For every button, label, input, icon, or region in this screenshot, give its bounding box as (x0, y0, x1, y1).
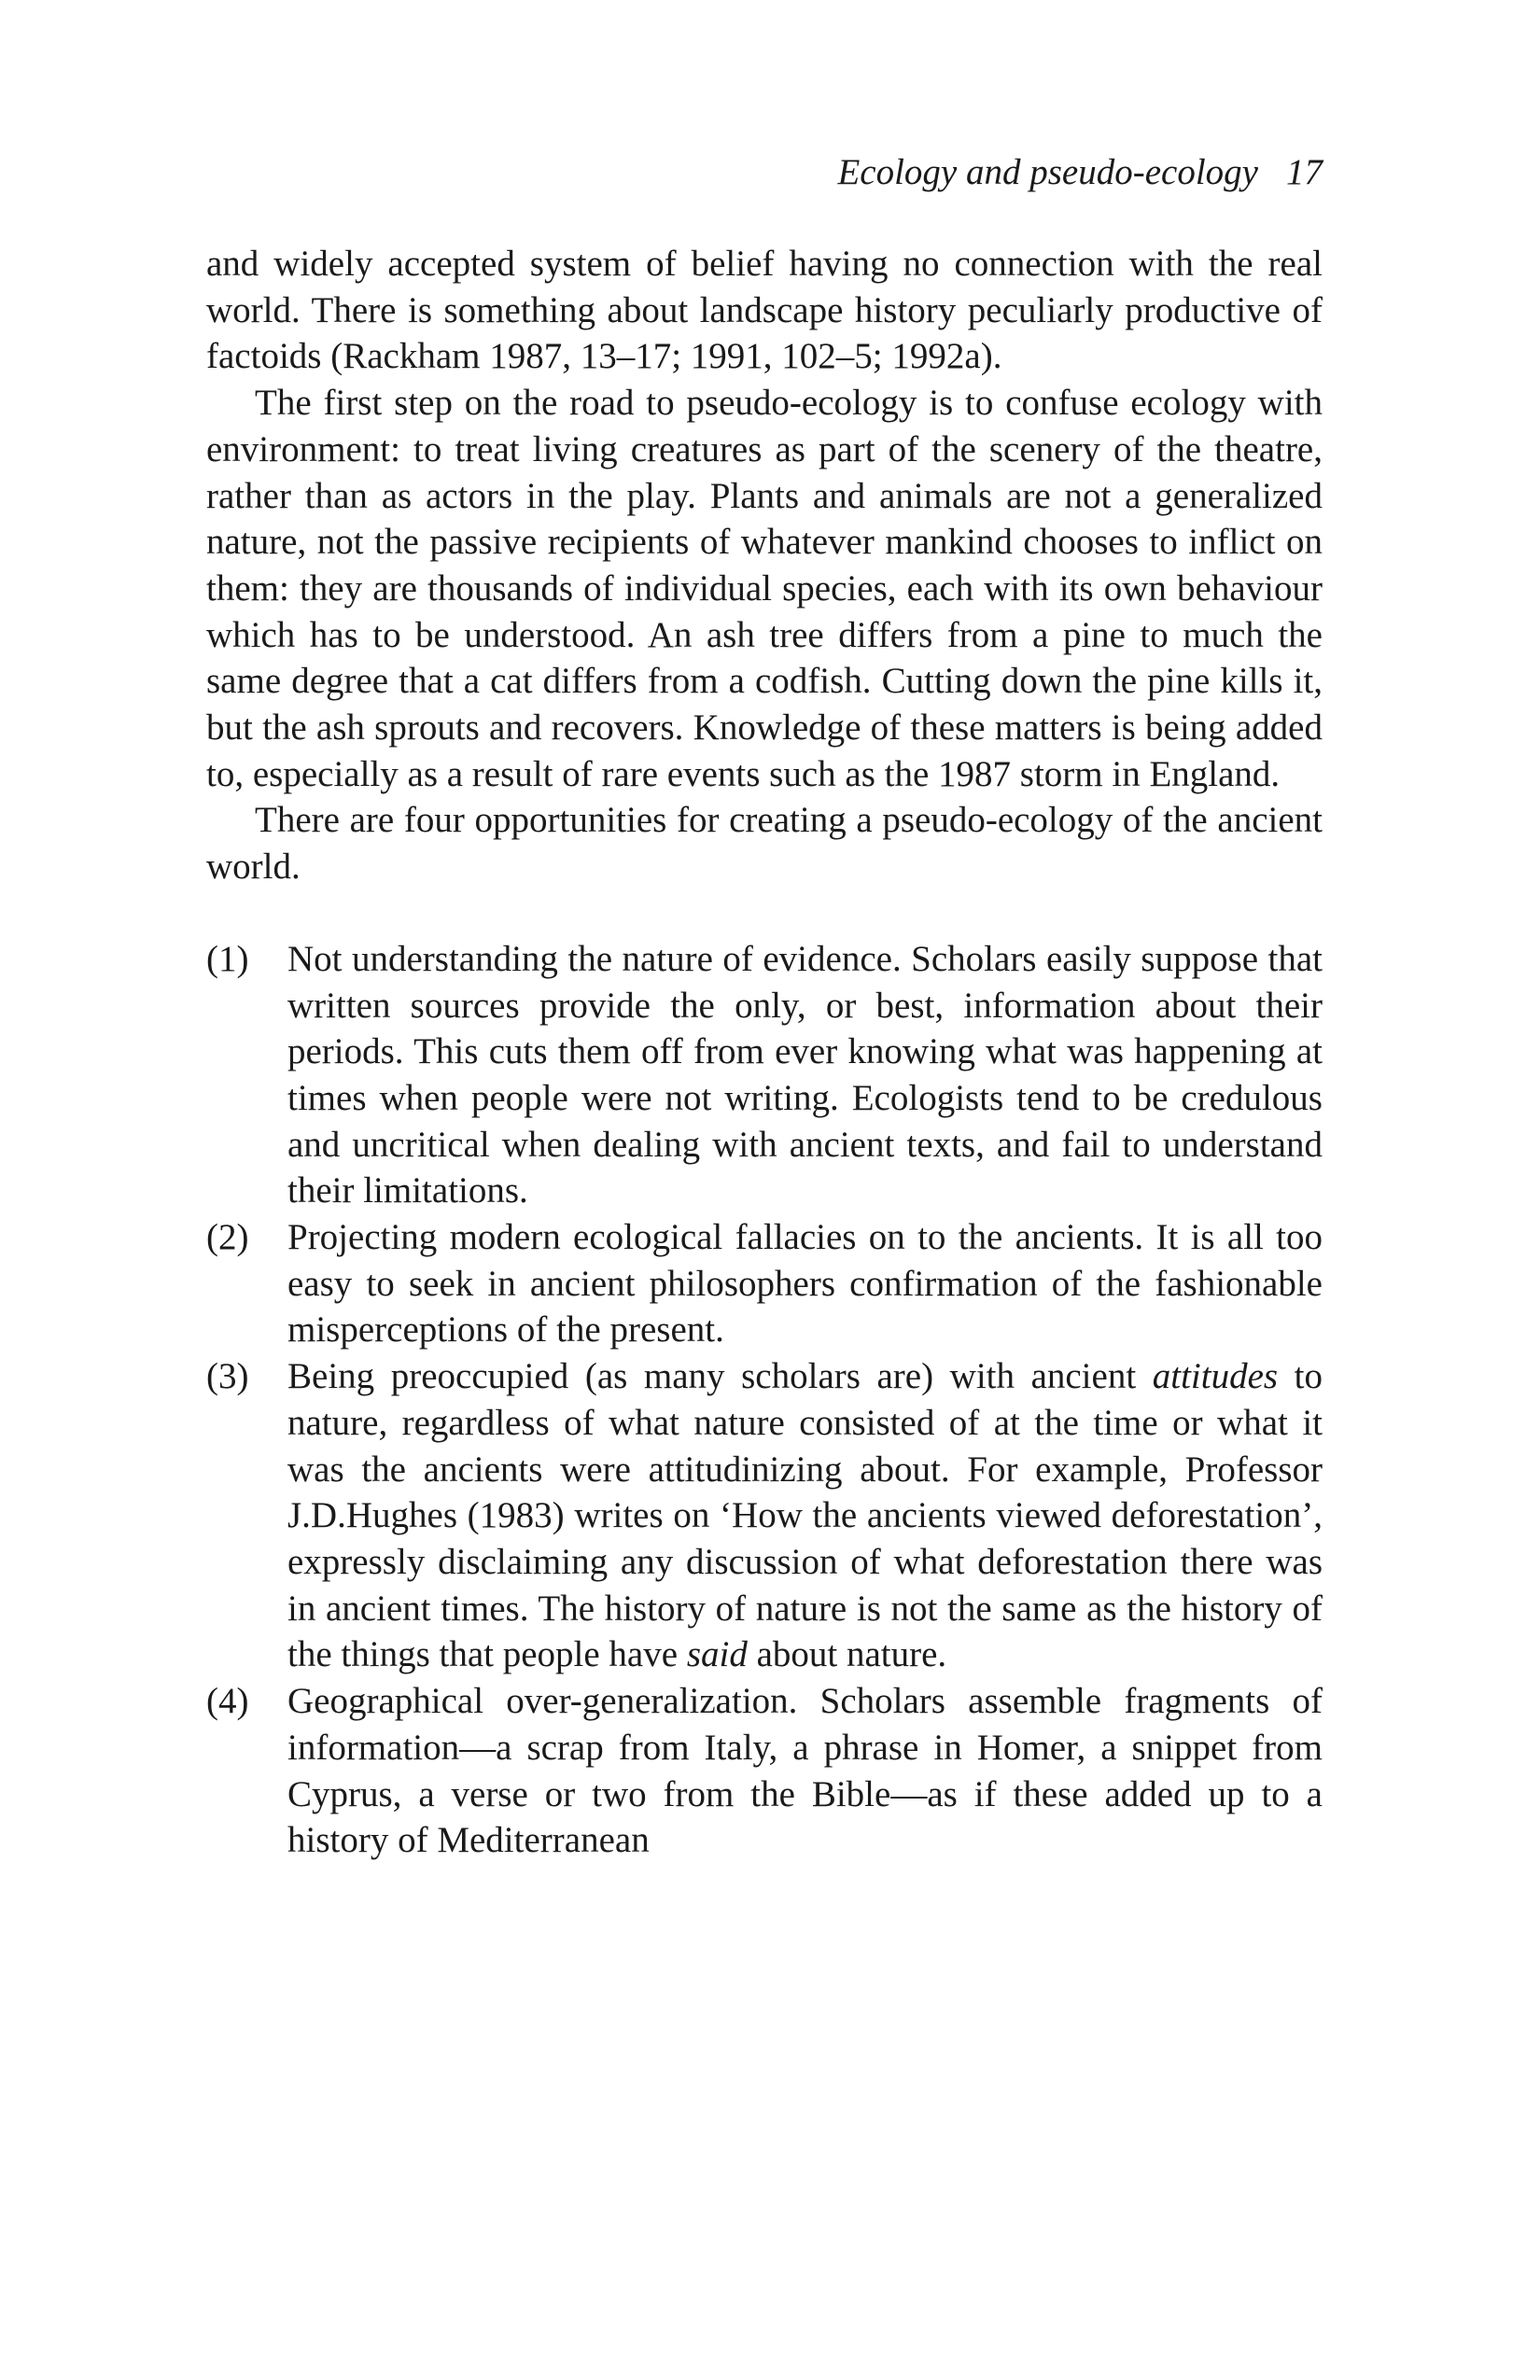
list-item (206, 1678, 1323, 1864)
paragraph-pseudo-ecology: The first step on the road to pseudo-ecology is to confuse ecology with environment: to treat living creatures as part of the scenery of the theatre, rather than as actors in the play. Plants and animals are not a generalized nature, not the passive recipients of whatever mankind chooses to inflict on them: they are thousands of individual species, each with its own behaviour which has to be understood. An ash tree differs from a pine to much the same degree that a cat differs from a codfish. Cutting down the pine kills it, but the ash sprouts and recovers. Knowledge of these matters is being added to, especially as a result of rare events such as the 1987 storm in England. (206, 383, 1323, 794)
list-item-text: Not understanding the nature of evidence. Scholars easily suppose that written sources provide the only, or best, information about their periods. This cuts them off from ever knowing what was happening at times when people were not writing. Ecologists tend to be credulous and uncritical when dealing with ancient texts, and fail to understand their limitations. (287, 938, 1323, 1211)
list-item-text: Projecting modern ecological fallacies on to the ancients. It is all too easy to seek in ancient philosophers confirmation of the fashionable misperceptions of the present. (287, 1217, 1323, 1351)
list-item (206, 1214, 1323, 1353)
list-item-text: Geographical over-generalization. Scholars assemble fragments of information—a scrap from Italy, a phrase in Homer, a snippet from Cyprus, a verse or two from the Bible—as if these added up to a history of Mediterranean (287, 1681, 1323, 1861)
list-marker: (1) (206, 938, 249, 979)
list-item (206, 1353, 1323, 1678)
body-text (206, 241, 1323, 1864)
running-title: Ecology and pseudo-ecology (837, 152, 1258, 192)
text-segment: about nature. (747, 1634, 947, 1675)
italic-said: said (686, 1634, 748, 1675)
paragraph-four-opportunities: There are four opportunities for creating a pseudo-ecology of the ancient world. (206, 800, 1323, 888)
text-segment: to nature, regardless of what nature consisted of at the time or what it was the ancients were attitudinizing about. For example, Professor J.D.Hughes (1983) writes on ‘How the ancients viewed deforestation’, expressly disclaiming any discussion of what deforestation there was in ancient times. The history of nature is not the same as the history of the things that people have (287, 1356, 1323, 1675)
paragraph-continuation: and widely accepted system of belief having no connection with the real world. There is something about landscape history peculiarly productive of factoids (Rackham 1987, 13–17; 1991, 102–5; 1992a). (206, 244, 1323, 377)
list-item-text (287, 1356, 1323, 1674)
list-item (206, 936, 1323, 1214)
opportunities-list (206, 936, 1323, 1864)
list-marker: (2) (206, 1217, 249, 1258)
page-number: 17 (1286, 152, 1323, 192)
list-marker: (3) (206, 1356, 249, 1397)
list-marker: (4) (206, 1681, 249, 1722)
text-segment: Being preoccupied (as many scholars are) with ancient (287, 1356, 1153, 1397)
italic-attitudes: attitudes (1152, 1356, 1279, 1397)
running-head (205, 149, 1323, 196)
